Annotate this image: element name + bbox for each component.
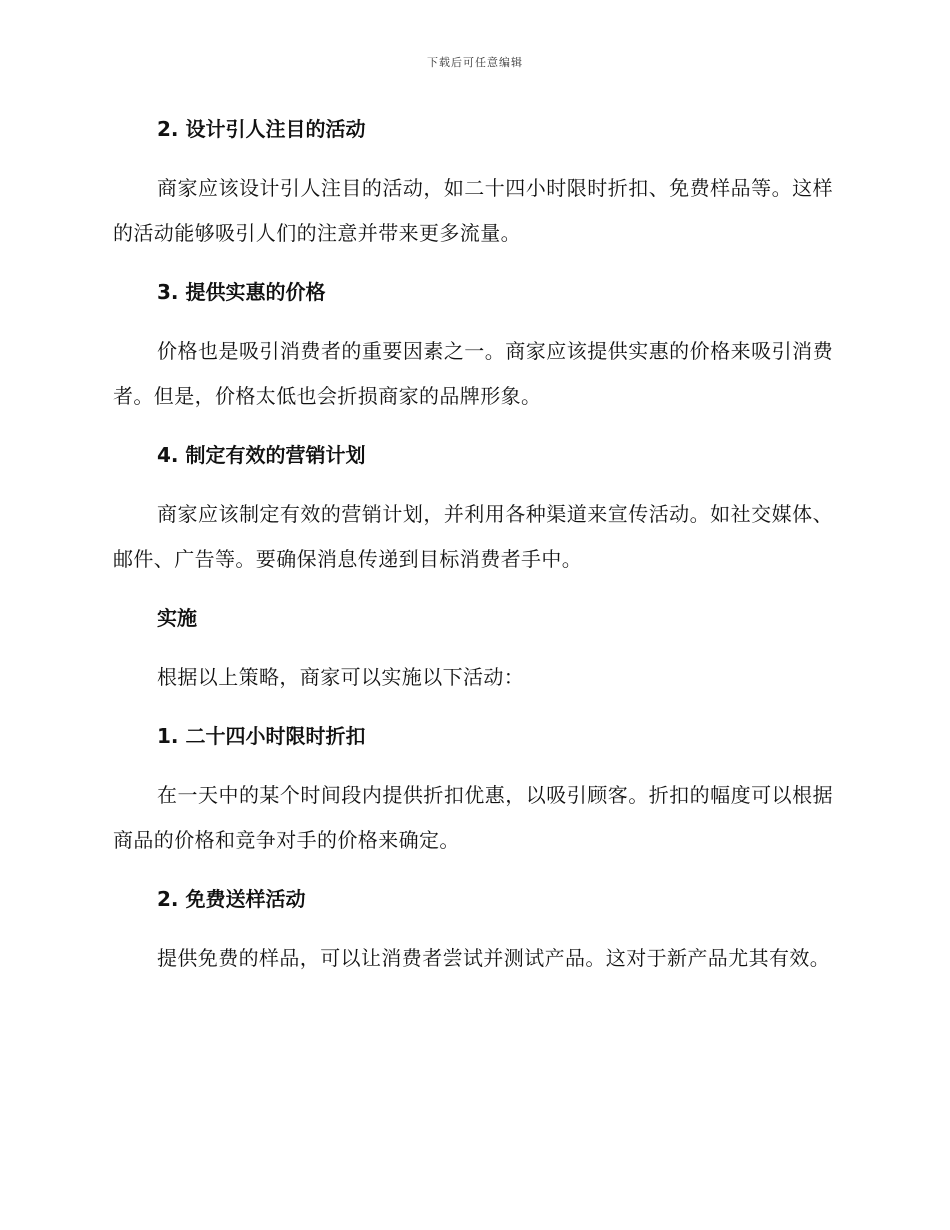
- section-heading-free-samples: 2. 免费送样活动: [157, 887, 306, 911]
- section-paragraph-free-samples: 提供免费的样品，可以让消费者尝试并测试产品。这对于新产品尤其有效。: [157, 946, 831, 970]
- section-heading-affordable-price: 3. 提供实惠的价格: [157, 280, 326, 304]
- section-paragraph-implementation: 根据以上策略，商家可以实施以下活动：: [157, 665, 525, 689]
- section-paragraph-marketing-plan: 商家应该制定有效的营销计划，并利用各种渠道来宣传活动。如社交媒体、邮件、广告等。要确保消息传递到目标消费者手中。: [113, 502, 833, 571]
- section-heading-implementation: 实施: [157, 606, 197, 630]
- section-paragraph-24h-discount: 在一天中的某个时间段内提供折扣优惠，以吸引顾客。折扣的幅度可以根据商品的价格和竞争对手的价格来确定。: [113, 783, 833, 852]
- section-heading-24h-discount: 1. 二十四小时限时折扣: [157, 724, 366, 748]
- section-heading-design-activity: 2. 设计引人注目的活动: [157, 117, 366, 141]
- document-body: [113, 113, 833, 981]
- page-header-note: 下载后可任意编辑: [427, 56, 523, 69]
- section-paragraph-design-activity: 商家应该设计引人注目的活动，如二十四小时限时折扣、免费样品等。这样的活动能够吸引人们的注意并带来更多流量。: [113, 176, 833, 245]
- section-heading-marketing-plan: 4. 制定有效的营销计划: [157, 443, 366, 467]
- section-paragraph-affordable-price: 价格也是吸引消费者的重要因素之一。商家应该提供实惠的价格来吸引消费者。但是，价格太低也会折损商家的品牌形象。: [113, 339, 833, 408]
